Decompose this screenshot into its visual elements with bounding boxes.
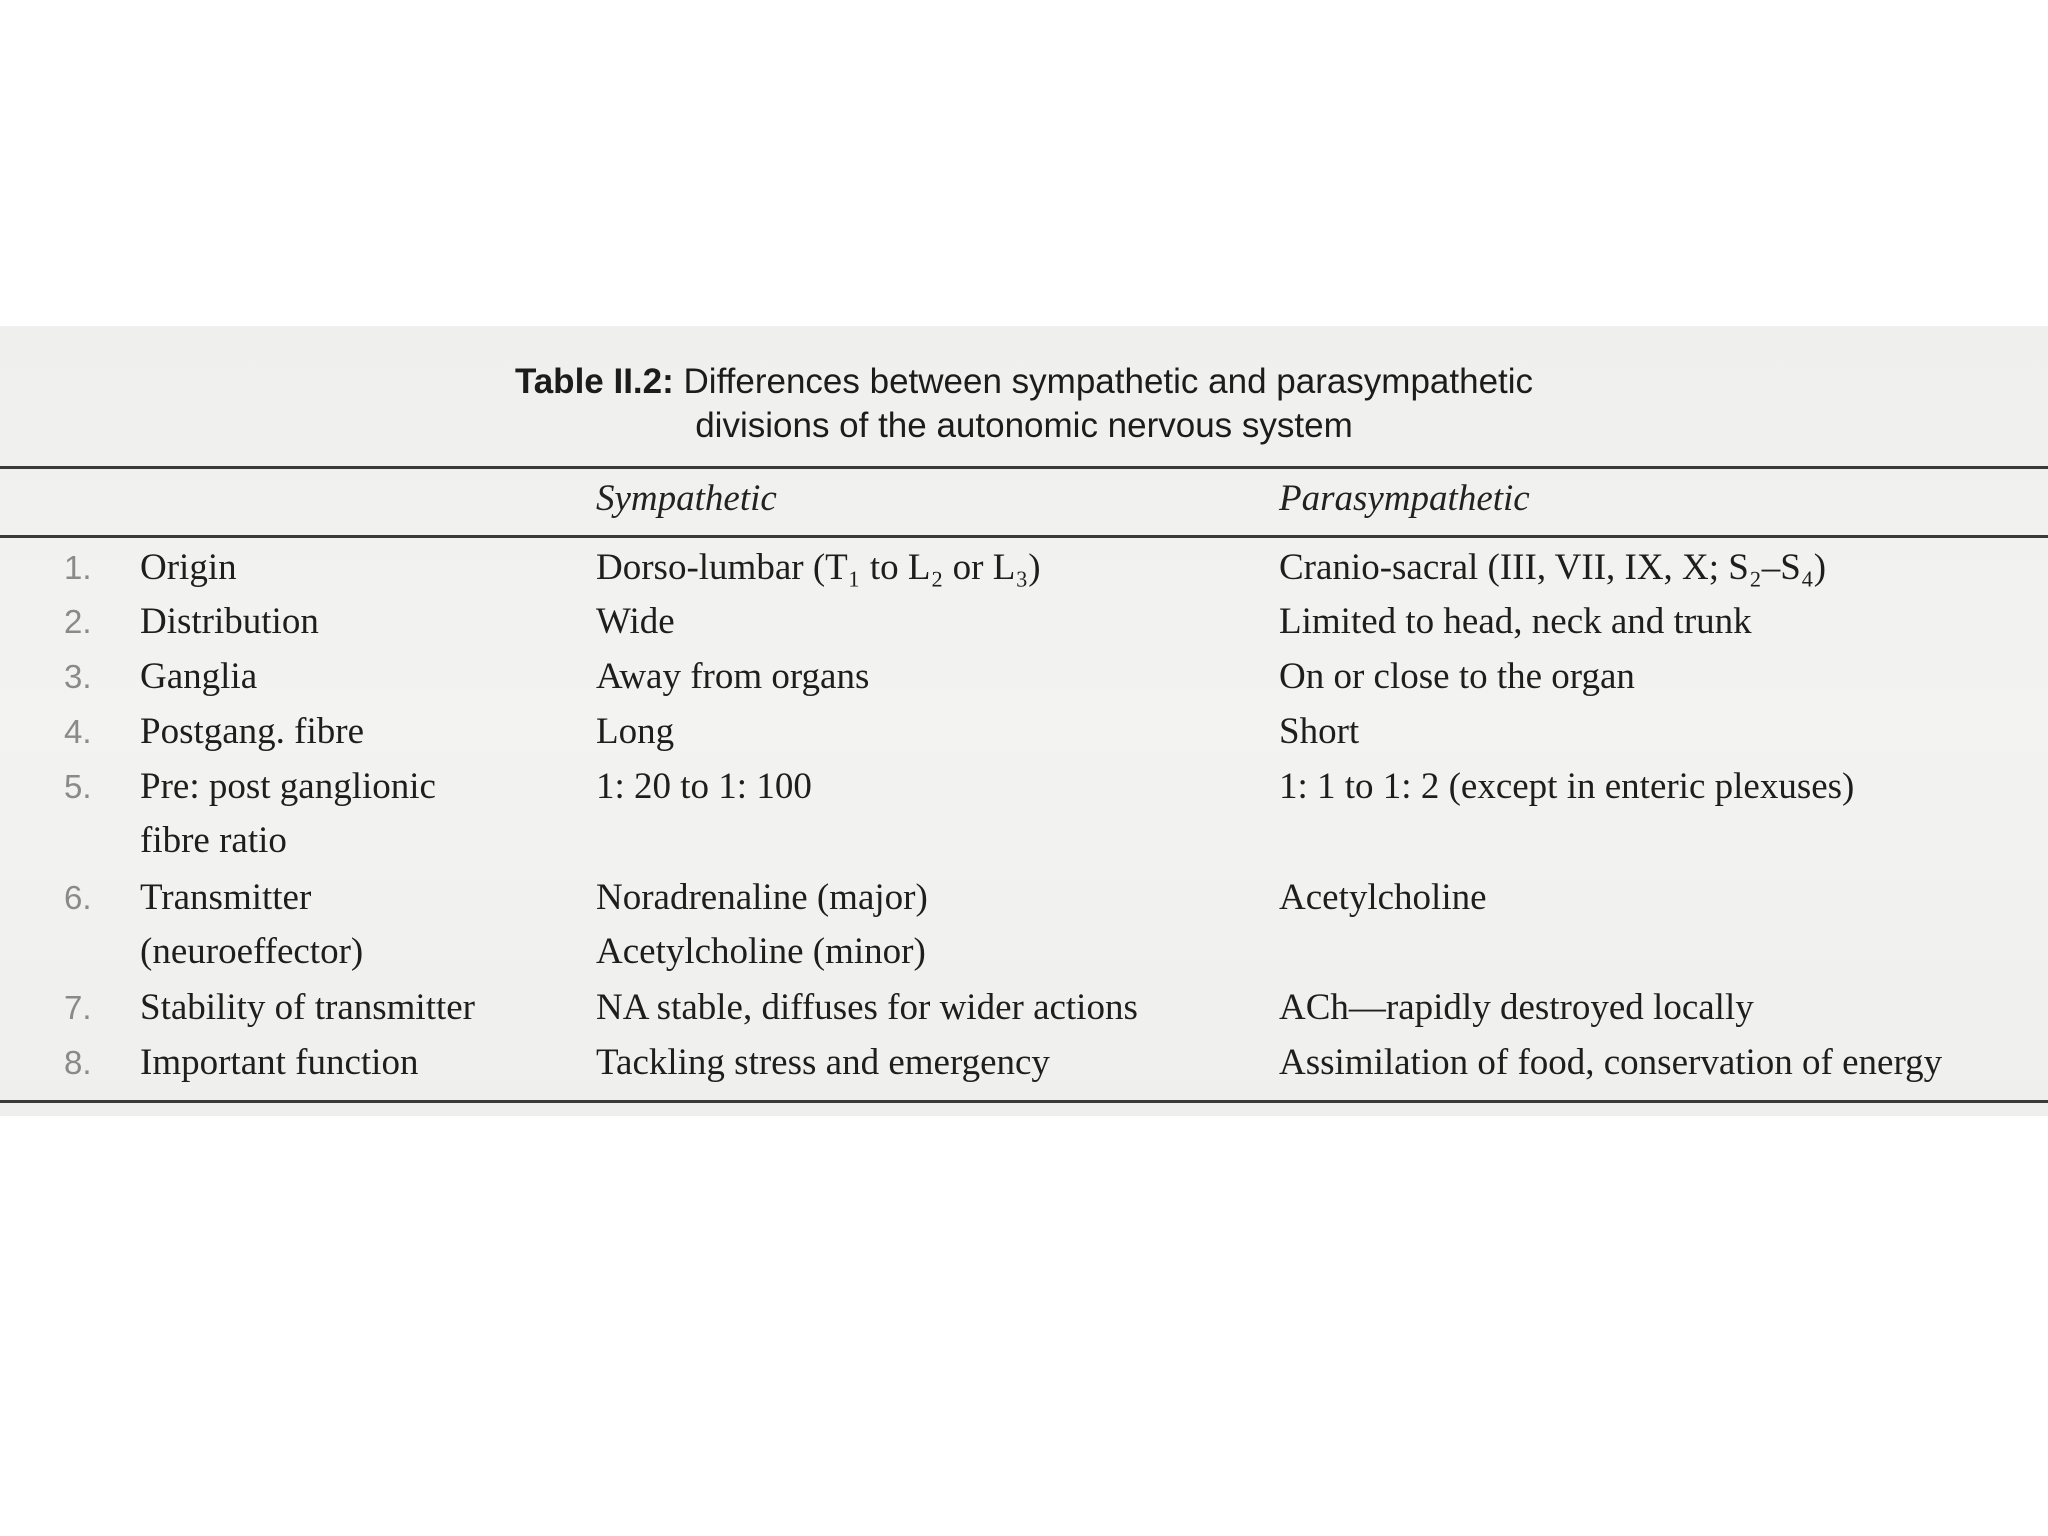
caption-text-1: Differences between sympathetic and parasympathetic [683, 362, 1534, 401]
row-parasympathetic: Cranio-sacral (III, VII, IX, X; S₂–S₄) [1279, 547, 1827, 588]
row-feature: Distribution [140, 601, 319, 642]
row-sympathetic: NA stable, diffuses for wider actions [596, 987, 1138, 1028]
row-sympathetic: Dorso-lumbar (T₁ to L₂ or L₃) [596, 547, 1041, 588]
row-sympathetic: Long [596, 711, 675, 752]
row-parasympathetic: Assimilation of food, conservation of energy [1279, 1042, 1943, 1083]
table-caption [0, 360, 2048, 448]
row-feature: Transmitter [140, 877, 312, 918]
row-sympathetic: 1: 20 to 1: 100 [596, 766, 812, 807]
row-sympathetic-continued: Acetylcholine (minor) [596, 931, 926, 972]
row-parasympathetic: 1: 1 to 1: 2 (except in enteric plexuses) [1279, 766, 1855, 807]
row-sympathetic: Tackling stress and emergency [596, 1042, 1050, 1083]
row-sympathetic: Away from organs [596, 656, 870, 697]
row-sympathetic: Wide [596, 601, 675, 642]
row-parasympathetic: Limited to head, neck and trunk [1279, 601, 1752, 642]
table-top-rule [0, 466, 2048, 469]
row-number: 8. [64, 1044, 92, 1081]
row-number: 7. [64, 989, 92, 1026]
table-bottom-rule [0, 1100, 2048, 1103]
caption-label: Table II.2: [514, 362, 674, 401]
row-parasympathetic: ACh—rapidly destroyed locally [1279, 987, 1754, 1028]
row-feature: Postgang. fibre [140, 711, 365, 752]
row-number: 5. [64, 768, 92, 805]
column-header-sympathetic: Sympathetic [596, 478, 777, 519]
caption-line-2: divisions of the autonomic nervous system [695, 406, 1353, 445]
row-sympathetic: Noradrenaline (major) [596, 877, 928, 918]
row-feature: Stability of transmitter [140, 987, 476, 1028]
row-parasympathetic: Short [1279, 711, 1360, 752]
row-feature: Pre: post ganglionic [140, 766, 436, 807]
row-feature-continued: (neuroeffector) [140, 931, 364, 972]
row-number: 4. [64, 713, 92, 750]
row-parasympathetic: On or close to the organ [1279, 656, 1635, 697]
row-feature-continued: fibre ratio [140, 820, 287, 861]
row-number: 2. [64, 603, 92, 640]
row-number: 3. [64, 658, 92, 695]
row-number: 1. [64, 549, 92, 586]
table-header-rule [0, 535, 2048, 538]
caption-line-1 [0, 360, 2048, 404]
row-feature: Ganglia [140, 656, 258, 697]
row-parasympathetic: Acetylcholine [1279, 877, 1487, 918]
row-feature: Origin [140, 547, 237, 588]
row-number: 6. [64, 879, 92, 916]
column-header-parasympathetic: Parasympathetic [1279, 478, 1530, 519]
row-feature: Important function [140, 1042, 419, 1083]
